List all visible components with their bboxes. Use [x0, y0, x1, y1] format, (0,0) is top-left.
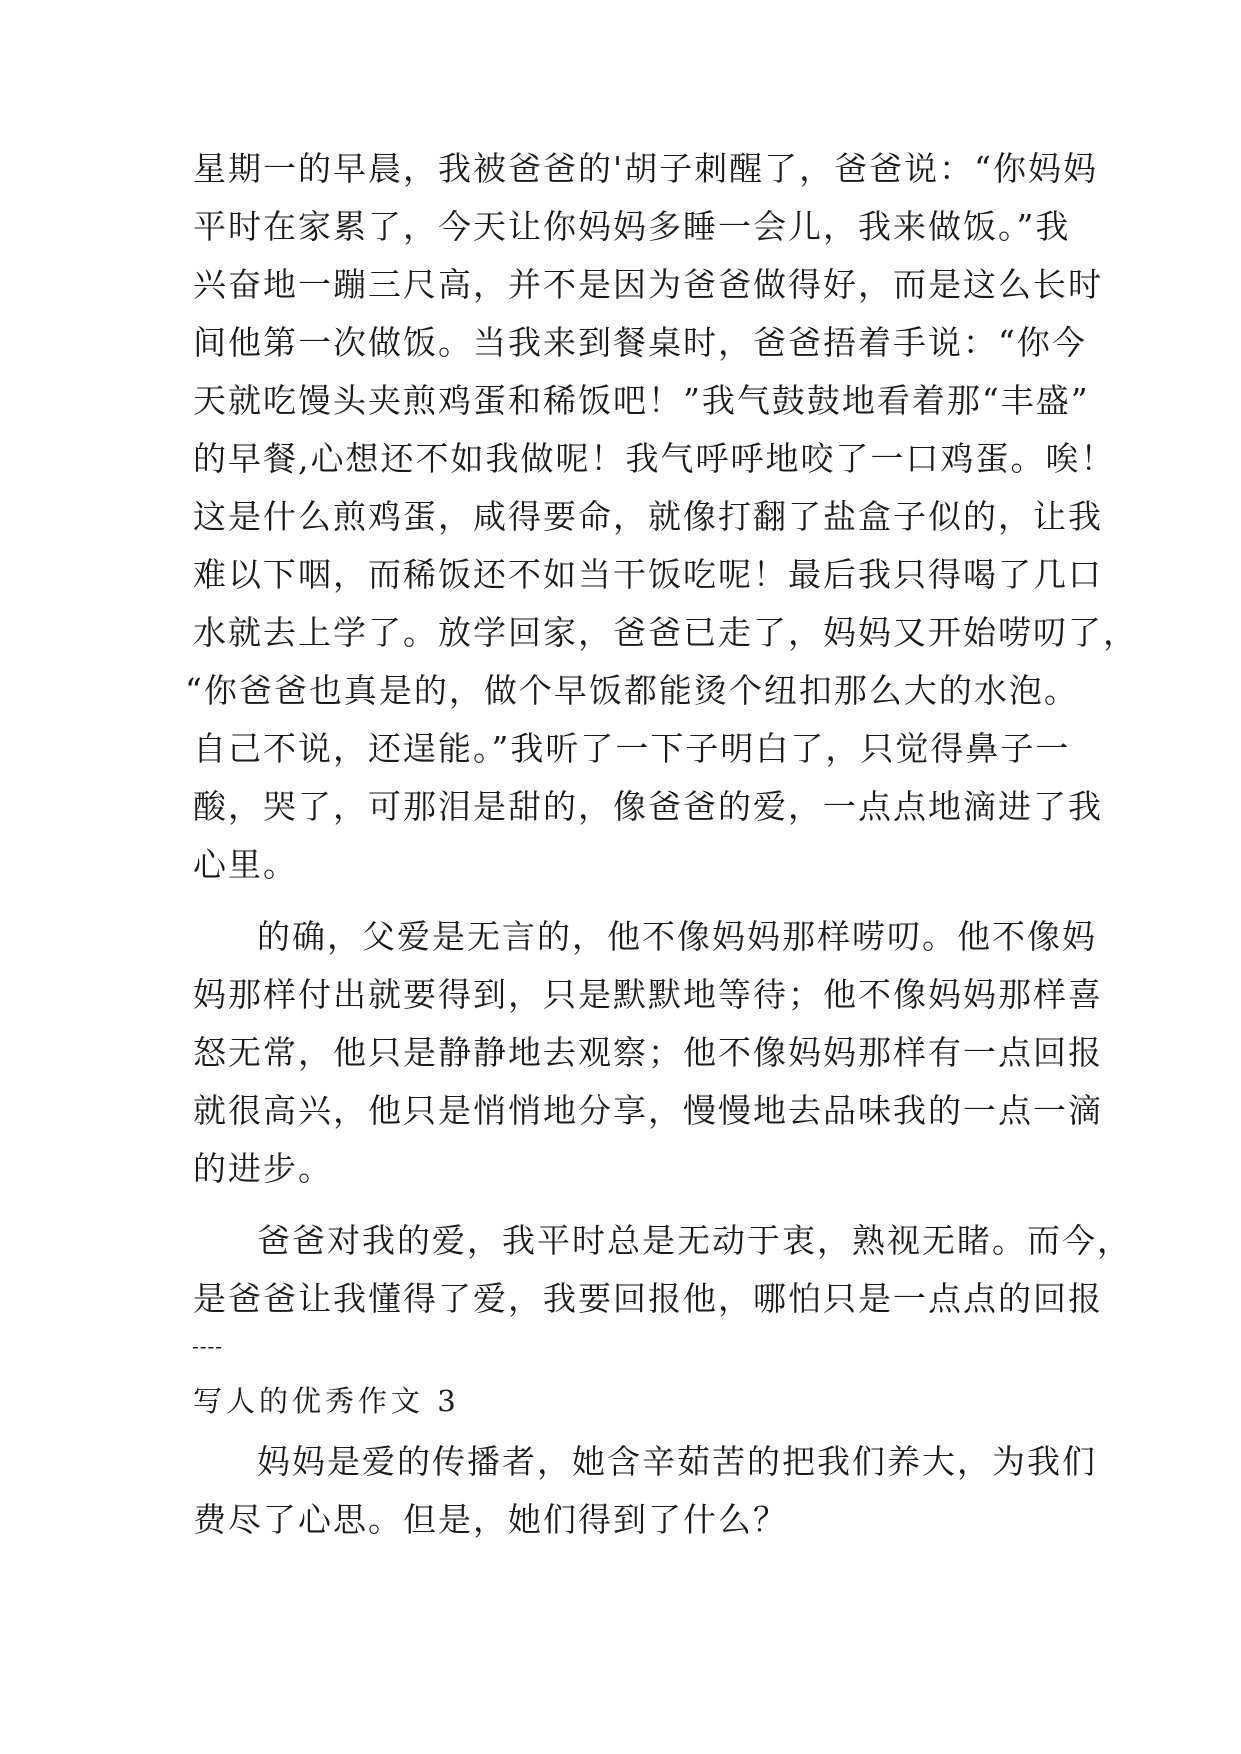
paragraph-1-line: “你爸爸也真是的，做个早饭都能烫个纽扣那么大的水泡。: [185, 671, 1079, 710]
paragraph-2-line: 怒无常，他只是静静地去观察；他不像妈妈那样有一点回报: [193, 1033, 1103, 1072]
paragraph-1-line: 这是什么煎鸡蛋，咸得要命，就像打翻了盐盒子似的，让我: [193, 497, 1103, 536]
section-title: 写人的优秀作文 3: [193, 1384, 460, 1418]
paragraph-1-line: 间他第一次做饭。当我来到餐桌时，爸爸捂着手说：“你今: [193, 323, 1087, 362]
paragraph-1-line: 的早餐,心想还不如我做呢！我气呼呼地咬了一口鸡蛋。唉！: [193, 439, 1116, 478]
paragraph-1-line: 天就吃馒头夹煎鸡蛋和稀饭吧！”我气鼓鼓地看着那“丰盛”: [193, 381, 1090, 420]
paragraph-4-line: 妈妈是爱的传播者，她含辛茹苦的把我们养大，为我们: [257, 1442, 1097, 1481]
paragraph-1-line: 难以下咽，而稀饭还不如当干饭吃呢！最后我只得喝了几口: [193, 555, 1103, 594]
paragraph-2-line: 的进步。: [193, 1149, 333, 1188]
paragraph-1-line: 自己不说，还逞能。”我听了一下子明白了，只觉得鼻子一: [193, 729, 1071, 768]
paragraph-4-line: 费尽了心思。但是，她们得到了什么？: [193, 1500, 788, 1539]
paragraph-2-line: 的确，父爱是无言的，他不像妈妈那样唠叨。他不像妈: [257, 917, 1097, 956]
paragraph-2-line: 就很高兴，他只是悄悄地分享，慢慢地去品味我的一点一滴: [193, 1091, 1103, 1130]
paragraph-3-line: 是爸爸让我懂得了爱，我要回报他，哪怕只是一点点的回报: [193, 1279, 1103, 1318]
dash-separator: ----: [192, 1334, 224, 1358]
paragraph-1-line: 平时在家累了，今天让你妈妈多睡一会儿，我来做饭。”我: [193, 207, 1071, 246]
paragraph-1-line: 星期一的早晨，我被爸爸的'胡子刺醒了，爸爸说：“你妈妈: [193, 149, 1098, 188]
paragraph-1-line: 心里。: [193, 845, 298, 884]
paragraph-1-line: 兴奋地一蹦三尺高，并不是因为爸爸做得好，而是这么长时: [193, 265, 1103, 304]
paragraph-2-line: 妈那样付出就要得到，只是默默地等待；他不像妈妈那样喜: [193, 975, 1103, 1014]
paragraph-1-line: 酸，哭了，可那泪是甜的，像爸爸的爱，一点点地滴进了我: [193, 787, 1103, 826]
paragraph-3-line: 爸爸对我的爱，我平时总是无动于衷，熟视无睹。而今，: [257, 1221, 1132, 1260]
paragraph-1-line: 水就去上学了。放学回家，爸爸已走了，妈妈又开始唠叨了，: [193, 613, 1138, 652]
